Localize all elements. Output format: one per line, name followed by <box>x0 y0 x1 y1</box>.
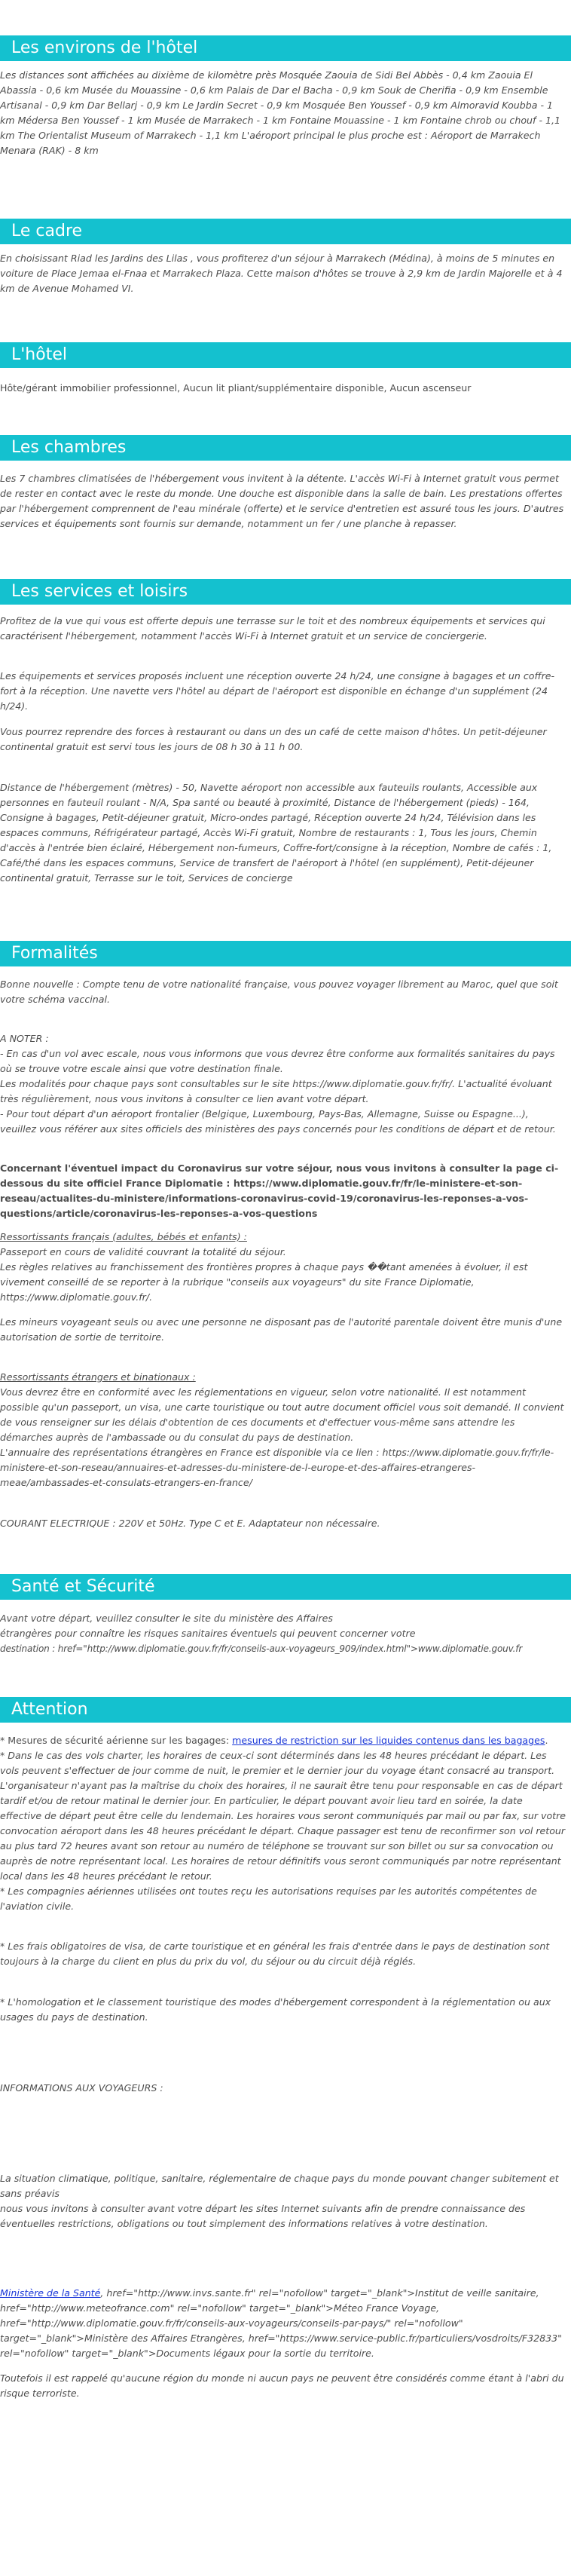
section-title: Formalités <box>11 944 98 963</box>
section-title: Les environs de l'hôtel <box>11 38 198 57</box>
environs-text: Les distances sont affichées au dixième de kilomètre près Mosquée Zaouia de Sidi Bel Abbès - 0,4 km Zaouia El Abassia - 0,6 km Musée du Mouassine - 0,6 km Palais de Dar el Bacha - 0,9 km Souk de Cherifia - 0,9 km Ensemble Artisanal - 0,9 km Dar Bellarj - 0,9 km Le Jardin Secret - 0,9 km Mosquée Ben Youssef - 0,9 km Almoravid Koubba - 1 km Médersa Ben Youssef - 1 km Musée de Marrakech - 1 km Fontaine Mouassine - 1 km Fontaine chrob ou chouf - 1,1 km The Orientalist Museum of Marrakech - 1,1 km L'aéroport principal le plus proche est : Aéroport de Marrakech Menara (RAK) - 8 km <box>0 69 561 156</box>
attention-p6: La situation climatique, politique, sanitaire, réglementaire de chaque pays du monde pouvant changer subitement et sans préavis <box>0 2173 559 2199</box>
current-text: COURANT ELECTRIQUE : 220V et 50Hz. Type C et E. Adaptateur non nécessaire. <box>0 1518 380 1529</box>
attention-p4: * Les frais obligatoires de visa, de carte touristique et en général les frais d'entrée dans le pays de destination sont toujours à la charge du client en plus du prix du vol, du séjour ou du circuit déjà réglés. <box>0 1940 550 1967</box>
minors-text: Les mineurs voyageant seuls ou avec une personne ne disposant pas de l'autorité parentale doivent être munis d'une autorisation de sortie de territoire. <box>0 1316 563 1343</box>
hotel-text: Hôte/gérant immobilier professionnel, Aucun lit pliant/supplémentaire disponible, Aucun ascenseur <box>0 382 472 394</box>
section-header-environs <box>0 35 571 61</box>
services-p1: Profitez de la vue qui vous est offerte depuis une terrasse sur le toit et des nombreux équipements et services qui caractérisent l'hébergement, notamment l'accès Wi-Fi à Internet gratuit et un service de conciergerie. <box>0 615 545 642</box>
attention-line-1 <box>0 1733 566 1748</box>
chambres-text: Les 7 chambres climatisées de l'hébergement vous invitent à la détente. L'accès Wi-Fi à Internet gratuit vous permet de rester en contact avec le reste du monde. Une douche est disponible dans la salle de bain. Les prestations offertes par l'hébergement comprennent de l'eau minérale (offerte) et le service d'entretien est assuré tous les jours. D'autres services et équipements sont fournis sur demande, notamment un fer / une planche à repasser. <box>0 473 564 529</box>
foreign-line-2: L'annuaire des représentations étrangères en France est disponible via ce lien : https://www.diplomatie.gouv.fr/fr/le-ministere-et-son-reseau/annuaires-et-adresses-du-ministere-de-l-europe-et-des-affaires-etrangeres-meae/ambassades-et-consulats-etrangers-en-france/ <box>0 1447 554 1488</box>
services-p3: Vous pourrez reprendre des forces à restaurant ou dans un des un café de cette maison d'hôtes. Un petit-déjeuner continental gratuit est servi tous les jours de 08 h 30 à 11 h 00. <box>0 726 547 752</box>
note-line-3: - Pour tout départ d'un aéroport frontalier (Belgique, Luxembourg, Pays-Bas, Allemagne, Suisse ou Espagne...), veuillez vous référer aux sites officiels des ministères des pays concernés pour les conditions de départ et de retour. <box>0 1108 556 1135</box>
fr-line-2: Les règles relatives au franchissement des frontières propres à chaque pays ��tant amenées à évoluer, il est vivement conseillé de se reporter à la rubrique "conseils aux voyageurs" du site France Diplomatie, https://www.diplomatie.gouv.fr/. <box>0 1261 528 1303</box>
services-p2: Les équipements et services proposés incluent une réception ouverte 24 h/24, une consigne à bagages et un coffre-fort à la réception. Une navette vers l'hôtel au départ de l'aéroport est disponible en échange d'un supplément (24 h/24). <box>0 670 555 712</box>
section-title: Les services et loisirs <box>11 582 188 601</box>
liquids-restriction-link[interactable]: mesures de restriction sur les liquides contenus dans les bagages <box>232 1735 545 1746</box>
fr-line-1: Passeport en cours de validité couvrant la totalité du séjour. <box>0 1246 286 1257</box>
foreign-title: Ressortissants étrangers et binationaux : <box>0 1371 196 1383</box>
note-line-2: Les modalités pour chaque pays sont consultables sur le site https://www.diplomatie.gouv.fr/fr/. L'actualité évoluant très régulièrement, nous vous invitons à consulter ce lien avant votre départ. <box>0 1078 552 1104</box>
section-header-sante <box>0 1574 571 1600</box>
attention-p2: * Dans le cas des vols charter, les horaires de ceux-ci sont déterminés dans les 48 heures précédant le départ. Les vols peuvent s'effectuer de jour comme de nuit, le premier et le dernier jour du voyage étant consacré au transport. L'organisateur n'ayant pas la maîtrise du choix des horaires, il ne saurait être tenu pour responsable en cas de départ tardif et/ou de retour matinal le dernier jour. En particulier, le départ pouvant avoir lieu tard en soirée, la date effective de départ peut être celle du lendemain. Les horaires vous seront communiqués par mail ou par fax, sur votre convocation aéroport dans les 48 heures précédant le départ. Chaque passager est tenu de reconfirmer son vol retour au plus tard 72 heures avant son retour au numéro de téléphone se trouvant sur son billet ou sur sa convocation ou auprès de notre représentant local. Les horaires de retour définitifs vous seront communiqués par notre représentant local dans les 48 heures précédant le retour. <box>0 1750 566 1882</box>
attention-p3: * Les compagnies aériennes utilisées ont toutes reçu les autorisations requises par les autorités compétentes de l'aviation civile. <box>0 1885 537 1912</box>
attention-p8: Toutefois il est rappelé qu'aucune région du monde ni aucun pays ne peuvent être considérés comme étant à l'abri du risque terroriste. <box>0 2372 564 2399</box>
attention-line-1-prefix: * Mesures de sécurité aérienne sur les bagages: <box>0 1735 230 1746</box>
attention-line-1-suffix: . <box>545 1735 548 1746</box>
note-title: A NOTER : <box>0 1033 49 1044</box>
note-line-1: - En cas d'un vol avec escale, nous vous informons que vous devrez être conforme aux formalités sanitaires du pays où se trouve votre escale ainsi que votre destination finale. <box>0 1048 555 1074</box>
cadre-text: En choisissant Riad les Jardins des Lilas , vous profiterez d'un séjour à Marrakech (Médina), à moins de 5 minutes en voiture de Place Jemaa el-Fnaa et Marrakech Plaza. Cette maison d'hôtes se trouve à 2,9 km de Jardin Majorelle et à 4 km de Avenue Mohamed VI. <box>0 253 563 294</box>
sante-line-3: destination : href="http://www.diplomatie.gouv.fr/fr/conseils-aux-voyageurs_909/index.html">www.diplomatie.gouv.fr <box>0 1643 523 1654</box>
section-header-attention <box>0 1697 571 1723</box>
section-title: L'hôtel <box>11 345 67 364</box>
section-header-services <box>0 579 571 605</box>
section-title: Les chambres <box>11 438 127 457</box>
section-header-hotel <box>0 342 571 368</box>
fr-title: Ressortissants français (adultes, bébés et enfants) : <box>0 1231 247 1242</box>
formalites-p1: Bonne nouvelle : Compte tenu de votre nationalité française, vous pouvez voyager librement au Maroc, quel que soit votre schéma vaccinal. <box>0 979 558 1005</box>
attention-links-text: , href="http://www.invs.sante.fr" rel="nofollow" target="_blank">Institut de veille sanitaire, href="http://www.meteofrance.com" rel="nofollow" target="_blank">Méteo France Voyage, href="http://www.diplomatie.gouv.fr/fr/conseils-aux-voyageurs/conseils-par-pays/" rel="nofollow" target="_blank">Ministère des Affaires Etrangères, href="https://www.service-public.fr/particuliers/vosdroits/F32833" rel="nofollow" target="_blank">Documents légaux pour la sortie du territoire. <box>0 2287 562 2359</box>
section-title: Santé et Sécurité <box>11 1577 155 1596</box>
attention-links <box>0 2286 566 2361</box>
section-title: Le cadre <box>11 222 83 240</box>
sante-ministry-link[interactable]: Ministère de la Santé <box>0 2287 101 2299</box>
attention-p5: * L'homologation et le classement touristique des modes d'hébergement correspondent à la réglementation ou aux usages du pays de destination. <box>0 1996 551 2023</box>
services-p4: Distance de l'hébergement (mètres) - 50, Navette aéroport non accessible aux fauteuils roulants, Accessible aux personnes en fauteuil roulant - N/A, Spa santé ou beauté à proximité, Distance de l'hébergement (pieds) - 164, Consigne à bagages, Petit-déjeuner gratuit, Micro-ondes partagé, Réception ouverte 24 h/24, Télévision dans les espaces communs, Réfrigérateur partagé, Accès Wi-Fi gratuit, Nombre de restaurants : 1, Tous les jours, Chemin d'accès à l'entrée bien éclairé, Hébergement non-fumeurs, Coffre-fort/consigne à la réception, Nombre de cafés : 1, Café/thé dans les espaces communs, Service de transfert de l'aéroport à l'hôtel (en supplément), Petit-déjeuner continental gratuit, Terrasse sur le toit, Services de concierge <box>0 782 552 884</box>
section-header-chambres <box>0 435 571 461</box>
sante-line-2: étrangères pour connaître les risques sanitaires éventuels qui peuvent concerner votre <box>0 1628 416 1639</box>
section-header-cadre <box>0 219 571 244</box>
sante-line-1: Avant votre départ, veuillez consulter le site du ministère des Affaires <box>0 1613 333 1624</box>
attention-p7: nous vous invitons à consulter avant votre départ les sites Internet suivants afin de prendre connaissance des éventuelles restrictions, obligations ou tout simplement des informations relatives à votre destination. <box>0 2203 526 2229</box>
covid-notice: Concernant l'éventuel impact du Coronavirus sur votre séjour, nous vous invitons à consulter la page ci-dessous du site officiel France Diplomatie : https://www.diplomatie.gouv.fr/fr/le-ministere-et-son-reseau/actualites-du-ministere/informations-coronavirus-covid-19/coronavirus-les-reponses-a-vos-questions/article/coronavirus-les-reponses-a-vos-questions <box>0 1162 559 1219</box>
foreign-line-1: Vous devrez être en conformité avec les réglementations en vigueur, selon votre nationalité. Il est notamment possible qu'un passeport, un visa, une carte touristique ou tout autre document officiel vous soit demandé. Il convient de vous renseigner sur les délais d'obtention de ces documents et d'effectuer vous-même sans attendre les démarches auprès de l'ambassade ou du consulat du pays de destination. <box>0 1386 564 1443</box>
info-title: INFORMATIONS AUX VOYAGEURS : <box>0 2082 163 2094</box>
section-title: Attention <box>11 1700 88 1719</box>
section-header-formalites <box>0 941 571 966</box>
